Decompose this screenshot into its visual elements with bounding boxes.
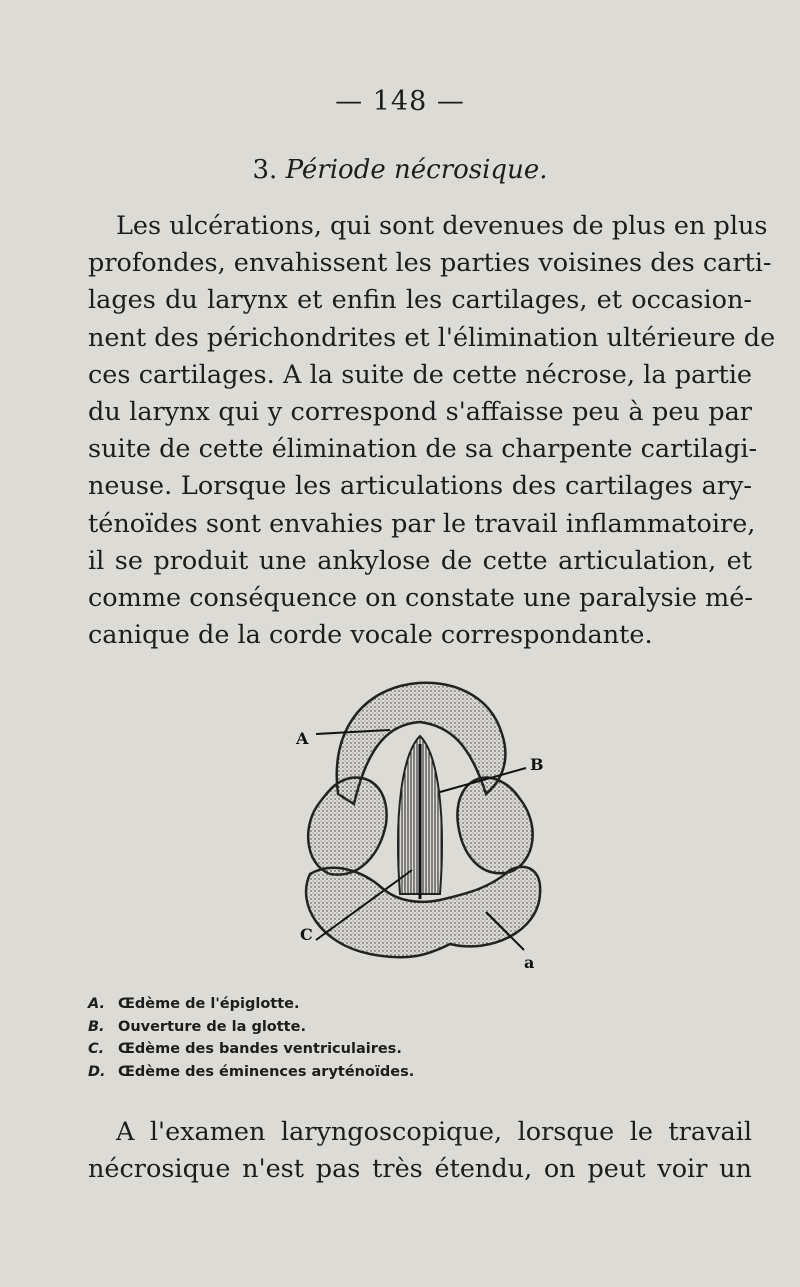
caption-text: Œdème des bandes ventriculaires. — [118, 1041, 402, 1057]
paragraph-laryngoscopic-exam — [88, 1114, 752, 1188]
text-line: suite de cette élimination de sa charpente cartilagi- — [88, 434, 758, 465]
caption-key: B. — [88, 1018, 105, 1035]
caption-row — [88, 993, 688, 1016]
right-ventricular-band — [457, 777, 532, 873]
text-line: ténoïdes sont envahies par le travail inflammatoire, — [88, 508, 756, 539]
figure-label-d: a — [524, 953, 535, 972]
text-line: profondes, envahissent les parties voisines des carti- — [88, 248, 772, 279]
text-line: il se produit une ankylose de cette articulation, et — [88, 545, 752, 576]
text-line: nent des périchondrites et l'élimination ultérieure de — [88, 322, 776, 353]
figure-label-b: B — [530, 755, 544, 774]
text-line: neuse. Lorsque les articulations des cartilages ary- — [88, 471, 752, 502]
caption-row — [88, 1038, 688, 1061]
paragraph-necrotic-period — [88, 208, 776, 654]
text-line: ces cartilages. A la suite de cette nécrose, la partie — [88, 359, 752, 390]
caption-row — [88, 1016, 688, 1039]
larynx-illustration — [290, 674, 550, 974]
text-line: comme conséquence on constate une paralysie mé- — [88, 583, 753, 614]
figure-label-c: C — [300, 925, 313, 944]
text-line: lages du larynx et enfin les cartilages, et occasion- — [88, 285, 752, 316]
figure-caption — [88, 993, 688, 1083]
caption-text: Œdème des éminences aryténoïdes. — [118, 1063, 415, 1080]
text-line: A l'examen laryngoscopique, lorsque le travail — [116, 1117, 752, 1147]
caption-text: Ouverture de la glotte. — [118, 1018, 306, 1035]
text-line: nécrosique n'est pas très étendu, on peut voir un — [88, 1154, 752, 1185]
caption-text: Œdème de l'épiglotte. — [118, 996, 300, 1012]
section-title — [0, 155, 800, 185]
page-number: — 148 — — [335, 86, 465, 117]
caption-key: C. — [88, 1041, 105, 1057]
text-line: Les ulcérations, qui sont devenues de plus en plus — [116, 211, 768, 241]
left-ventricular-band — [308, 777, 386, 874]
figure-label-a: A — [296, 729, 309, 748]
section-name: Période nécrosique. — [285, 155, 548, 185]
section-number: 3. — [252, 155, 278, 185]
text-line: du larynx qui y correspond s'affaisse peu à peu par — [88, 397, 752, 428]
caption-key: D. — [88, 1063, 106, 1080]
text-line: canique de la corde vocale correspondante. — [88, 620, 653, 651]
caption-key: A. — [88, 996, 105, 1012]
caption-row — [88, 1061, 688, 1084]
